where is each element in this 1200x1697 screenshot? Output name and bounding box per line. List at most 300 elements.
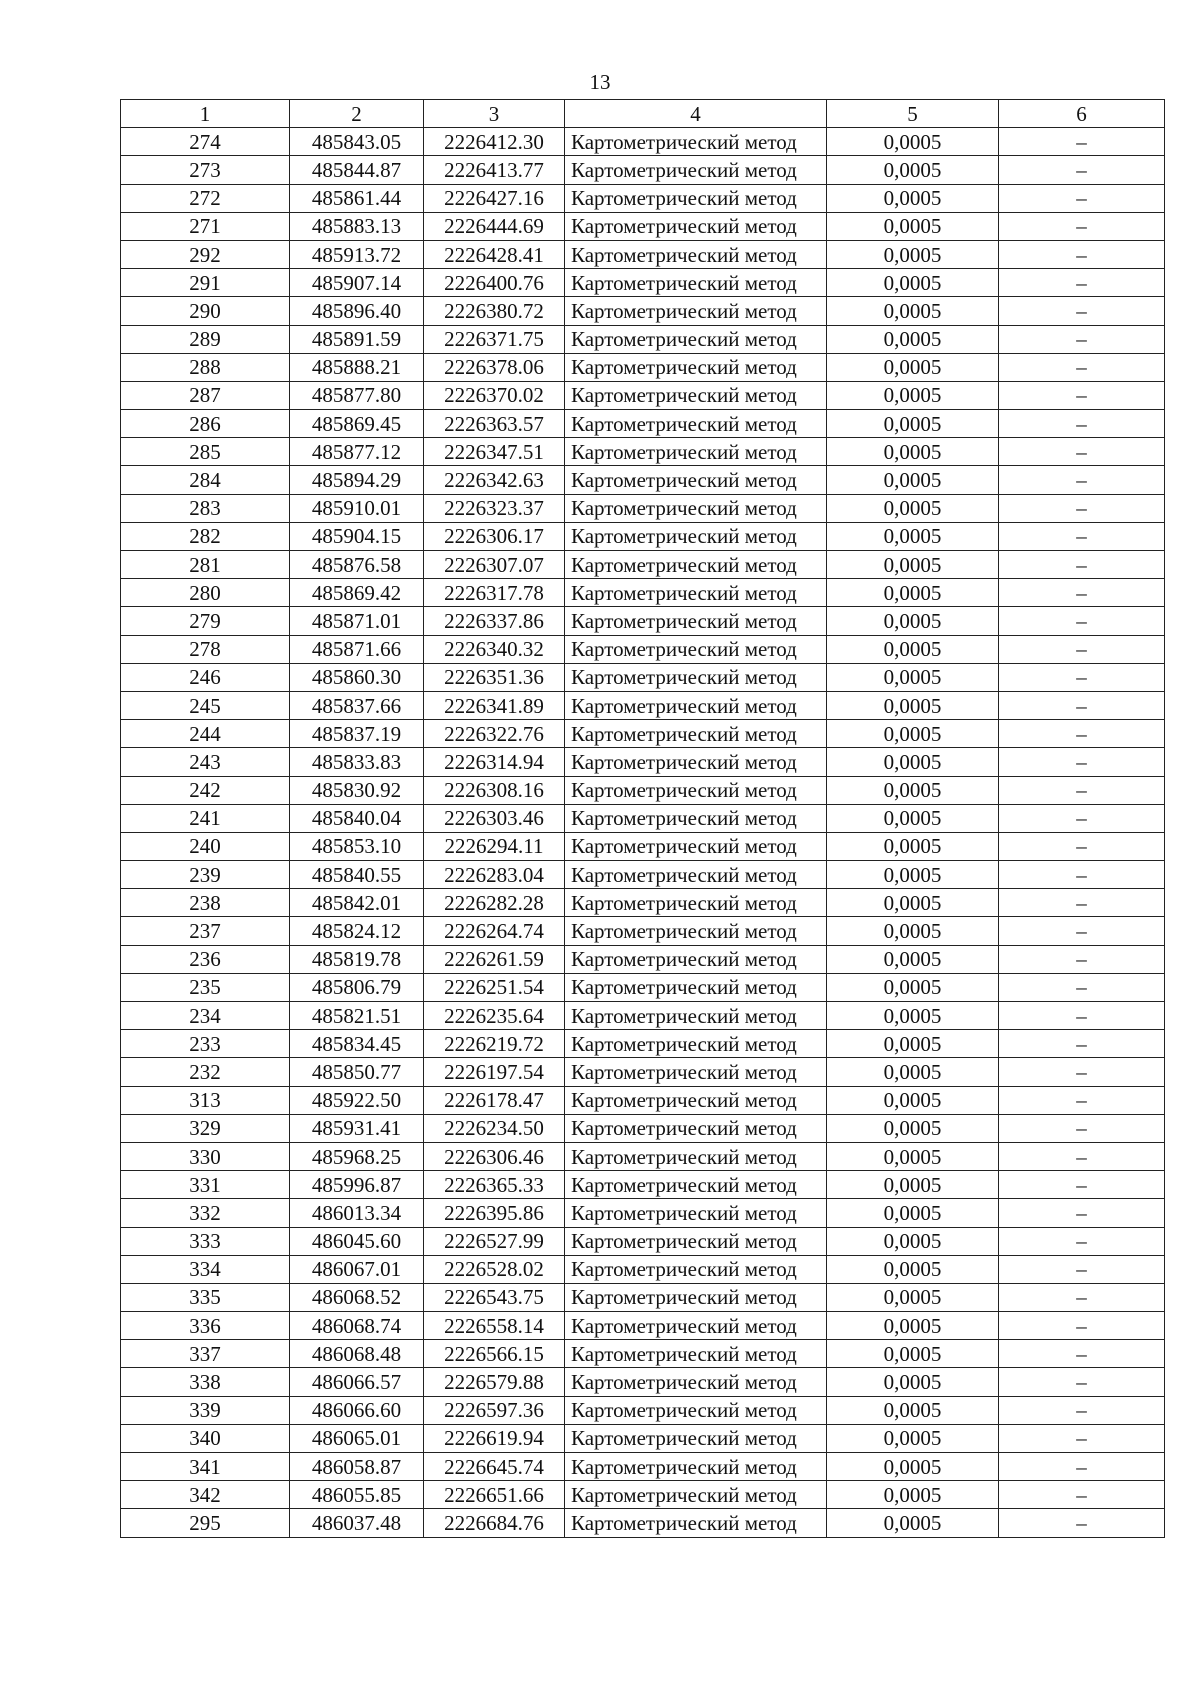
table-row: [121, 1283, 1165, 1311]
method-cell: Картометрический метод: [565, 551, 827, 579]
table-row: [121, 353, 1165, 381]
accuracy-cell: 0,0005: [827, 353, 999, 381]
description-cell: –: [999, 184, 1165, 212]
point-number-cell: 313: [121, 1086, 290, 1114]
y-coordinate-cell: 2226351.36: [424, 663, 565, 691]
x-coordinate-cell: 486066.60: [290, 1396, 424, 1424]
table-row: [121, 973, 1165, 1001]
method-cell: Картометрический метод: [565, 1396, 827, 1424]
description-cell: –: [999, 1509, 1165, 1537]
point-number-cell: 244: [121, 720, 290, 748]
table-row: [121, 776, 1165, 804]
y-coordinate-cell: 2226645.74: [424, 1453, 565, 1481]
x-coordinate-cell: 486055.85: [290, 1481, 424, 1509]
x-coordinate-cell: 485894.29: [290, 466, 424, 494]
y-coordinate-cell: 2226380.72: [424, 297, 565, 325]
description-cell: –: [999, 128, 1165, 156]
description-cell: –: [999, 720, 1165, 748]
header-col-5: 5: [827, 100, 999, 128]
method-cell: Картометрический метод: [565, 776, 827, 804]
y-coordinate-cell: 2226400.76: [424, 269, 565, 297]
method-cell: Картометрический метод: [565, 889, 827, 917]
description-cell: –: [999, 579, 1165, 607]
accuracy-cell: 0,0005: [827, 917, 999, 945]
description-cell: –: [999, 269, 1165, 297]
x-coordinate-cell: 485837.66: [290, 691, 424, 719]
point-number-cell: 233: [121, 1030, 290, 1058]
accuracy-cell: 0,0005: [827, 1368, 999, 1396]
y-coordinate-cell: 2226543.75: [424, 1283, 565, 1311]
accuracy-cell: 0,0005: [827, 1199, 999, 1227]
table-row: [121, 381, 1165, 409]
point-number-cell: 330: [121, 1142, 290, 1170]
header-col-6: 6: [999, 100, 1165, 128]
table-row: [121, 325, 1165, 353]
description-cell: –: [999, 438, 1165, 466]
accuracy-cell: 0,0005: [827, 1340, 999, 1368]
y-coordinate-cell: 2226197.54: [424, 1058, 565, 1086]
method-cell: Картометрический метод: [565, 1114, 827, 1142]
table-row: [121, 1086, 1165, 1114]
table-row: [121, 240, 1165, 268]
y-coordinate-cell: 2226427.16: [424, 184, 565, 212]
table-row: [121, 691, 1165, 719]
method-cell: Картометрический метод: [565, 156, 827, 184]
x-coordinate-cell: 485842.01: [290, 889, 424, 917]
y-coordinate-cell: 2226370.02: [424, 381, 565, 409]
point-number-cell: 273: [121, 156, 290, 184]
table-row: [121, 1030, 1165, 1058]
accuracy-cell: 0,0005: [827, 1171, 999, 1199]
y-coordinate-cell: 2226251.54: [424, 973, 565, 1001]
method-cell: Картометрический метод: [565, 381, 827, 409]
point-number-cell: 239: [121, 861, 290, 889]
description-cell: –: [999, 1481, 1165, 1509]
table-row: [121, 1142, 1165, 1170]
method-cell: Картометрический метод: [565, 832, 827, 860]
accuracy-cell: 0,0005: [827, 607, 999, 635]
accuracy-cell: 0,0005: [827, 297, 999, 325]
table-row: [121, 269, 1165, 297]
description-cell: –: [999, 156, 1165, 184]
y-coordinate-cell: 2226314.94: [424, 748, 565, 776]
description-cell: –: [999, 410, 1165, 438]
x-coordinate-cell: 485891.59: [290, 325, 424, 353]
x-coordinate-cell: 485904.15: [290, 522, 424, 550]
x-coordinate-cell: 485840.04: [290, 804, 424, 832]
accuracy-cell: 0,0005: [827, 1396, 999, 1424]
y-coordinate-cell: 2226371.75: [424, 325, 565, 353]
accuracy-cell: 0,0005: [827, 184, 999, 212]
description-cell: –: [999, 776, 1165, 804]
x-coordinate-cell: 485931.41: [290, 1114, 424, 1142]
table-row: [121, 1002, 1165, 1030]
table-row: [121, 156, 1165, 184]
point-number-cell: 288: [121, 353, 290, 381]
point-number-cell: 271: [121, 212, 290, 240]
y-coordinate-cell: 2226303.46: [424, 804, 565, 832]
description-cell: –: [999, 1453, 1165, 1481]
description-cell: –: [999, 1114, 1165, 1142]
table-header-row: [121, 100, 1165, 128]
y-coordinate-cell: 2226619.94: [424, 1424, 565, 1452]
accuracy-cell: 0,0005: [827, 381, 999, 409]
accuracy-cell: 0,0005: [827, 973, 999, 1001]
accuracy-cell: 0,0005: [827, 128, 999, 156]
y-coordinate-cell: 2226428.41: [424, 240, 565, 268]
accuracy-cell: 0,0005: [827, 240, 999, 268]
accuracy-cell: 0,0005: [827, 1255, 999, 1283]
y-coordinate-cell: 2226579.88: [424, 1368, 565, 1396]
table-row: [121, 1255, 1165, 1283]
method-cell: Картометрический метод: [565, 861, 827, 889]
description-cell: –: [999, 1255, 1165, 1283]
point-number-cell: 341: [121, 1453, 290, 1481]
y-coordinate-cell: 2226283.04: [424, 861, 565, 889]
table-row: [121, 1453, 1165, 1481]
table-row: [121, 861, 1165, 889]
accuracy-cell: 0,0005: [827, 1086, 999, 1114]
y-coordinate-cell: 2226322.76: [424, 720, 565, 748]
point-number-cell: 334: [121, 1255, 290, 1283]
accuracy-cell: 0,0005: [827, 1030, 999, 1058]
description-cell: –: [999, 1002, 1165, 1030]
method-cell: Картометрический метод: [565, 1227, 827, 1255]
y-coordinate-cell: 2226306.17: [424, 522, 565, 550]
method-cell: Картометрический метод: [565, 212, 827, 240]
accuracy-cell: 0,0005: [827, 889, 999, 917]
method-cell: Картометрический метод: [565, 1086, 827, 1114]
accuracy-cell: 0,0005: [827, 720, 999, 748]
point-number-cell: 333: [121, 1227, 290, 1255]
accuracy-cell: 0,0005: [827, 1453, 999, 1481]
y-coordinate-cell: 2226261.59: [424, 945, 565, 973]
table-row: [121, 494, 1165, 522]
method-cell: Картометрический метод: [565, 1283, 827, 1311]
table-row: [121, 607, 1165, 635]
y-coordinate-cell: 2226294.11: [424, 832, 565, 860]
x-coordinate-cell: 486068.74: [290, 1312, 424, 1340]
accuracy-cell: 0,0005: [827, 804, 999, 832]
x-coordinate-cell: 485877.80: [290, 381, 424, 409]
method-cell: Картометрический метод: [565, 1453, 827, 1481]
point-number-cell: 329: [121, 1114, 290, 1142]
point-number-cell: 292: [121, 240, 290, 268]
accuracy-cell: 0,0005: [827, 579, 999, 607]
description-cell: –: [999, 1340, 1165, 1368]
table-row: [121, 1312, 1165, 1340]
accuracy-cell: 0,0005: [827, 438, 999, 466]
description-cell: –: [999, 945, 1165, 973]
point-number-cell: 339: [121, 1396, 290, 1424]
point-number-cell: 332: [121, 1199, 290, 1227]
method-cell: Картометрический метод: [565, 184, 827, 212]
y-coordinate-cell: 2226444.69: [424, 212, 565, 240]
y-coordinate-cell: 2226178.47: [424, 1086, 565, 1114]
accuracy-cell: 0,0005: [827, 663, 999, 691]
y-coordinate-cell: 2226323.37: [424, 494, 565, 522]
accuracy-cell: 0,0005: [827, 1509, 999, 1537]
point-number-cell: 340: [121, 1424, 290, 1452]
x-coordinate-cell: 485888.21: [290, 353, 424, 381]
point-number-cell: 279: [121, 607, 290, 635]
table-row: [121, 1424, 1165, 1452]
x-coordinate-cell: 485840.55: [290, 861, 424, 889]
point-number-cell: 245: [121, 691, 290, 719]
method-cell: Картометрический метод: [565, 494, 827, 522]
method-cell: Картометрический метод: [565, 128, 827, 156]
table-row: [121, 889, 1165, 917]
method-cell: Картометрический метод: [565, 917, 827, 945]
accuracy-cell: 0,0005: [827, 466, 999, 494]
x-coordinate-cell: 485871.01: [290, 607, 424, 635]
accuracy-cell: 0,0005: [827, 691, 999, 719]
x-coordinate-cell: 485883.13: [290, 212, 424, 240]
table-row: [121, 1114, 1165, 1142]
accuracy-cell: 0,0005: [827, 1114, 999, 1142]
table-row: [121, 579, 1165, 607]
table-row: [121, 551, 1165, 579]
table-row: [121, 1171, 1165, 1199]
x-coordinate-cell: 486066.57: [290, 1368, 424, 1396]
x-coordinate-cell: 486037.48: [290, 1509, 424, 1537]
point-number-cell: 342: [121, 1481, 290, 1509]
x-coordinate-cell: 485821.51: [290, 1002, 424, 1030]
description-cell: –: [999, 861, 1165, 889]
method-cell: Картометрический метод: [565, 1171, 827, 1199]
method-cell: Картометрический метод: [565, 240, 827, 268]
method-cell: Картометрический метод: [565, 1340, 827, 1368]
accuracy-cell: 0,0005: [827, 522, 999, 550]
y-coordinate-cell: 2226527.99: [424, 1227, 565, 1255]
accuracy-cell: 0,0005: [827, 1481, 999, 1509]
x-coordinate-cell: 486067.01: [290, 1255, 424, 1283]
point-number-cell: 295: [121, 1509, 290, 1537]
table-row: [121, 128, 1165, 156]
y-coordinate-cell: 2226219.72: [424, 1030, 565, 1058]
y-coordinate-cell: 2226337.86: [424, 607, 565, 635]
accuracy-cell: 0,0005: [827, 776, 999, 804]
table-row: [121, 1481, 1165, 1509]
y-coordinate-cell: 2226282.28: [424, 889, 565, 917]
x-coordinate-cell: 485861.44: [290, 184, 424, 212]
x-coordinate-cell: 486068.48: [290, 1340, 424, 1368]
x-coordinate-cell: 485922.50: [290, 1086, 424, 1114]
y-coordinate-cell: 2226306.46: [424, 1142, 565, 1170]
point-number-cell: 243: [121, 748, 290, 776]
y-coordinate-cell: 2226317.78: [424, 579, 565, 607]
table-row: [121, 438, 1165, 466]
accuracy-cell: 0,0005: [827, 635, 999, 663]
accuracy-cell: 0,0005: [827, 1002, 999, 1030]
method-cell: Картометрический метод: [565, 1481, 827, 1509]
description-cell: –: [999, 917, 1165, 945]
method-cell: Картометрический метод: [565, 1058, 827, 1086]
point-number-cell: 338: [121, 1368, 290, 1396]
description-cell: –: [999, 381, 1165, 409]
point-number-cell: 238: [121, 889, 290, 917]
header-col-3: 3: [424, 100, 565, 128]
description-cell: –: [999, 804, 1165, 832]
method-cell: Картометрический метод: [565, 410, 827, 438]
method-cell: Картометрический метод: [565, 522, 827, 550]
header-col-2: 2: [290, 100, 424, 128]
x-coordinate-cell: 486058.87: [290, 1453, 424, 1481]
x-coordinate-cell: 485896.40: [290, 297, 424, 325]
description-cell: –: [999, 1283, 1165, 1311]
table-row: [121, 1227, 1165, 1255]
y-coordinate-cell: 2226528.02: [424, 1255, 565, 1283]
method-cell: Картометрический метод: [565, 691, 827, 719]
table-row: [121, 466, 1165, 494]
method-cell: Картометрический метод: [565, 1509, 827, 1537]
description-cell: –: [999, 240, 1165, 268]
table-row: [121, 522, 1165, 550]
description-cell: –: [999, 1030, 1165, 1058]
method-cell: Картометрический метод: [565, 720, 827, 748]
method-cell: Картометрический метод: [565, 269, 827, 297]
x-coordinate-cell: 485876.58: [290, 551, 424, 579]
description-cell: –: [999, 1227, 1165, 1255]
y-coordinate-cell: 2226363.57: [424, 410, 565, 438]
description-cell: –: [999, 1086, 1165, 1114]
method-cell: Картометрический метод: [565, 945, 827, 973]
accuracy-cell: 0,0005: [827, 748, 999, 776]
point-number-cell: 241: [121, 804, 290, 832]
table-row: [121, 212, 1165, 240]
description-cell: –: [999, 635, 1165, 663]
method-cell: Картометрический метод: [565, 1255, 827, 1283]
header-col-1: 1: [121, 100, 290, 128]
point-number-cell: 331: [121, 1171, 290, 1199]
point-number-cell: 278: [121, 635, 290, 663]
y-coordinate-cell: 2226341.89: [424, 691, 565, 719]
accuracy-cell: 0,0005: [827, 156, 999, 184]
method-cell: Картометрический метод: [565, 1142, 827, 1170]
method-cell: Картометрический метод: [565, 325, 827, 353]
y-coordinate-cell: 2226234.50: [424, 1114, 565, 1142]
y-coordinate-cell: 2226347.51: [424, 438, 565, 466]
x-coordinate-cell: 485913.72: [290, 240, 424, 268]
point-number-cell: 272: [121, 184, 290, 212]
point-number-cell: 335: [121, 1283, 290, 1311]
table-row: [121, 184, 1165, 212]
table-row: [121, 635, 1165, 663]
accuracy-cell: 0,0005: [827, 1227, 999, 1255]
coordinates-table: [120, 99, 1165, 1538]
table-row: [121, 1396, 1165, 1424]
accuracy-cell: 0,0005: [827, 1142, 999, 1170]
method-cell: Картометрический метод: [565, 1002, 827, 1030]
x-coordinate-cell: 486065.01: [290, 1424, 424, 1452]
method-cell: Картометрический метод: [565, 804, 827, 832]
y-coordinate-cell: 2226365.33: [424, 1171, 565, 1199]
description-cell: –: [999, 691, 1165, 719]
method-cell: Картометрический метод: [565, 748, 827, 776]
accuracy-cell: 0,0005: [827, 212, 999, 240]
table-row: [121, 1368, 1165, 1396]
description-cell: –: [999, 1312, 1165, 1340]
accuracy-cell: 0,0005: [827, 325, 999, 353]
point-number-cell: 236: [121, 945, 290, 973]
point-number-cell: 240: [121, 832, 290, 860]
table-row: [121, 748, 1165, 776]
point-number-cell: 282: [121, 522, 290, 550]
description-cell: –: [999, 522, 1165, 550]
point-number-cell: 235: [121, 973, 290, 1001]
table-row: [121, 1340, 1165, 1368]
method-cell: Картометрический метод: [565, 1312, 827, 1340]
header-col-4: 4: [565, 100, 827, 128]
accuracy-cell: 0,0005: [827, 832, 999, 860]
point-number-cell: 286: [121, 410, 290, 438]
description-cell: –: [999, 551, 1165, 579]
method-cell: Картометрический метод: [565, 973, 827, 1001]
table-row: [121, 663, 1165, 691]
description-cell: –: [999, 889, 1165, 917]
method-cell: Картометрический метод: [565, 663, 827, 691]
point-number-cell: 290: [121, 297, 290, 325]
point-number-cell: 291: [121, 269, 290, 297]
accuracy-cell: 0,0005: [827, 1283, 999, 1311]
y-coordinate-cell: 2226308.16: [424, 776, 565, 804]
x-coordinate-cell: 485824.12: [290, 917, 424, 945]
description-cell: –: [999, 1142, 1165, 1170]
description-cell: –: [999, 663, 1165, 691]
point-number-cell: 232: [121, 1058, 290, 1086]
point-number-cell: 242: [121, 776, 290, 804]
x-coordinate-cell: 485907.14: [290, 269, 424, 297]
x-coordinate-cell: 485837.19: [290, 720, 424, 748]
x-coordinate-cell: 485871.66: [290, 635, 424, 663]
description-cell: –: [999, 466, 1165, 494]
point-number-cell: 246: [121, 663, 290, 691]
y-coordinate-cell: 2226684.76: [424, 1509, 565, 1537]
point-number-cell: 274: [121, 128, 290, 156]
x-coordinate-cell: 485830.92: [290, 776, 424, 804]
table-row: [121, 945, 1165, 973]
method-cell: Картометрический метод: [565, 1368, 827, 1396]
method-cell: Картометрический метод: [565, 1424, 827, 1452]
description-cell: –: [999, 325, 1165, 353]
table-row: [121, 1058, 1165, 1086]
description-cell: –: [999, 748, 1165, 776]
accuracy-cell: 0,0005: [827, 494, 999, 522]
y-coordinate-cell: 2226412.30: [424, 128, 565, 156]
x-coordinate-cell: 486068.52: [290, 1283, 424, 1311]
point-number-cell: 280: [121, 579, 290, 607]
accuracy-cell: 0,0005: [827, 269, 999, 297]
point-number-cell: 285: [121, 438, 290, 466]
point-number-cell: 237: [121, 917, 290, 945]
method-cell: Картометрический метод: [565, 353, 827, 381]
point-number-cell: 234: [121, 1002, 290, 1030]
x-coordinate-cell: 485877.12: [290, 438, 424, 466]
accuracy-cell: 0,0005: [827, 1424, 999, 1452]
x-coordinate-cell: 485819.78: [290, 945, 424, 973]
accuracy-cell: 0,0005: [827, 1312, 999, 1340]
method-cell: Картометрический метод: [565, 607, 827, 635]
accuracy-cell: 0,0005: [827, 861, 999, 889]
x-coordinate-cell: 485806.79: [290, 973, 424, 1001]
y-coordinate-cell: 2226597.36: [424, 1396, 565, 1424]
point-number-cell: 337: [121, 1340, 290, 1368]
y-coordinate-cell: 2226307.07: [424, 551, 565, 579]
point-number-cell: 336: [121, 1312, 290, 1340]
description-cell: –: [999, 353, 1165, 381]
point-number-cell: 283: [121, 494, 290, 522]
description-cell: –: [999, 973, 1165, 1001]
